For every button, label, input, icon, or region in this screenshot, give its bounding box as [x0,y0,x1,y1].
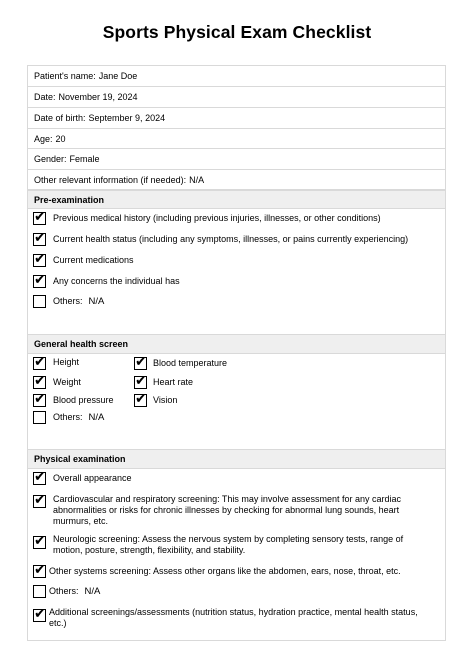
checkbox[interactable] [33,606,46,622]
checkmark-icon: ✔ [34,606,46,622]
checkbox[interactable] [134,354,147,370]
checkbox[interactable] [134,391,147,407]
checkbox[interactable] [33,373,46,389]
checkmark-icon: ✔ [135,373,147,389]
physical-exam-item-label: Other systems screening: Assess other organs like the abdomen, ears, nose, throat, etc. [49,566,401,576]
checkbox[interactable] [33,492,46,508]
patient-name-row[interactable] [28,66,445,87]
checkmark-icon: ✔ [34,354,46,370]
checkmark-icon: ✔ [34,209,46,225]
checkbox[interactable] [33,251,46,267]
physical-exam-item-line: motion, posture, strength, flexibility, and stability. [53,545,246,555]
pre-exam-item-label: Current health status (including any symptoms, illnesses, or pains currently experiencing) [53,234,409,244]
checkbox[interactable] [33,230,46,246]
physical-exam-item-line: Cardiovascular and respiratory screening: This may involve assessment for any cardiac [53,494,401,504]
patient-name-value: Jane Doe [98,71,138,81]
checkbox[interactable] [33,354,46,370]
checkbox[interactable] [33,533,46,549]
patient-name-label: Patient's name: [34,71,96,81]
checkmark-icon: ✔ [135,391,147,407]
checkmark-icon: ✔ [34,469,46,485]
dob-value: September 9, 2024 [88,113,166,123]
other-info-value: N/A [189,174,205,185]
pre-exam-item-label: Previous medical history (including previous injuries, illnesses, or other conditions) [53,213,381,223]
pre-exam-heading: Pre-examination [28,190,445,209]
physical-exam-item-line: etc.) [49,618,67,628]
checkmark-icon: ✔ [34,373,46,389]
general-health-item-label: Blood temperature [153,358,228,368]
others-label: Others: [53,412,83,422]
dob-label: Date of birth: [34,113,86,123]
others-field [53,412,104,423]
checkmark-icon: ✔ [34,251,46,267]
checkmark-icon: ✔ [135,354,147,370]
others-value: N/A [88,412,105,423]
date-value: November 19, 2024 [58,92,138,102]
general-health-item-label: Heart rate [153,377,194,387]
general-health-item-label: Vision [153,395,178,405]
checklist-form [27,65,446,641]
pre-exam-item-label: Any concerns the individual has [53,276,180,286]
others-field [53,296,104,307]
date-row[interactable] [28,87,445,108]
checkmark-icon: ✔ [34,533,46,549]
other-info-label: Other relevant information (if needed): [34,174,187,185]
checkmark-icon: ✔ [34,492,46,508]
checkbox[interactable] [33,411,46,424]
age-label: Age: [34,133,53,144]
checkmark-icon: ✔ [34,391,46,407]
general-health-item-label: Blood pressure [53,395,114,405]
checkbox[interactable] [33,391,46,407]
general-health-item-label: Height [53,357,80,367]
checkmark-icon: ✔ [34,272,46,288]
checkbox[interactable] [33,562,46,578]
date-label: Date: [34,92,56,102]
physical-exam-item-label: Overall appearance [53,473,132,483]
pre-exam-item-label: Current medications [53,255,134,265]
physical-exam-heading: Physical examination [28,449,445,469]
physical-exam-item-line: murmurs, etc. [53,516,109,526]
gender-row[interactable] [28,149,445,170]
age-row[interactable] [28,129,445,149]
checkbox[interactable] [33,209,46,225]
gender-label: Gender: [34,154,67,164]
dob-row[interactable] [28,108,445,129]
general-health-item-label: Weight [53,377,81,387]
checkbox[interactable] [33,585,46,598]
others-value: N/A [88,296,105,307]
others-label: Others: [53,296,83,306]
checkmark-icon: ✔ [34,562,46,578]
others-field [49,586,100,597]
checkbox[interactable] [134,373,147,389]
gender-value: Female [69,154,100,164]
checkmark-icon: ✔ [34,230,46,246]
age-value: 20 [55,133,66,144]
physical-exam-item-line: Additional screenings/assessments (nutrition status, hydration practice, mental health status, [49,607,418,617]
general-health-heading: General health screen [28,334,445,354]
others-label: Others: [49,586,79,596]
other-info-row[interactable] [28,170,445,190]
page-title: Sports Physical Exam Checklist [102,22,372,42]
physical-exam-item-line: abnormalities or risks for chronic illnesses by checking for abnormal lung sounds, heart [53,505,400,515]
others-value: N/A [84,586,101,597]
checkbox[interactable] [33,469,46,485]
checkbox[interactable] [33,295,46,308]
checkbox[interactable] [33,272,46,288]
physical-exam-item-line: Neurologic screening: Assess the nervous system by completing sensory tests, range of [53,534,404,544]
